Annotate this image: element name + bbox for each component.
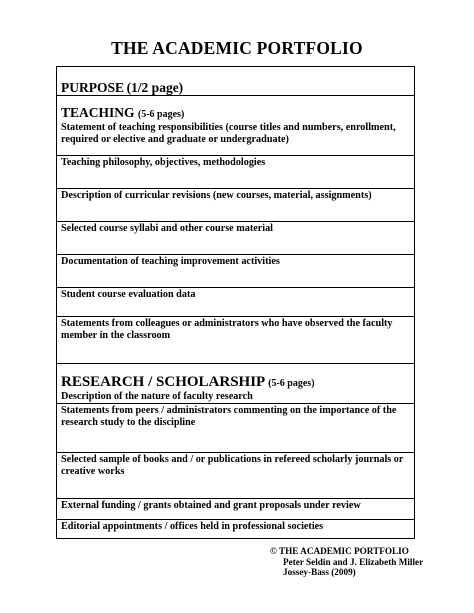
research-row-5 xyxy=(57,520,414,538)
research-row-1 xyxy=(57,364,414,404)
teaching-item: Teaching philosophy, objectives, methodologies xyxy=(61,157,266,168)
teaching-item: Statements from colleagues or administrators who have observed the faculty member in the classroom xyxy=(61,318,393,341)
research-header xyxy=(61,375,410,391)
copyright-credit xyxy=(270,546,423,578)
credit-line-2: Peter Seldin and J. Elizabeth Miller xyxy=(283,556,424,567)
research-row-2 xyxy=(57,404,414,453)
research-item: External funding / grants obtained and grant proposals under review xyxy=(61,500,361,511)
research-item: Description of the nature of faculty research xyxy=(61,391,253,402)
teaching-row-3 xyxy=(57,189,414,222)
page-title: THE ACADEMIC PORTFOLIO xyxy=(111,38,363,58)
purpose-heading: PURPOSE xyxy=(61,80,125,95)
teaching-item: Statement of teaching responsibilities (course titles and numbers, enrollment, required or elective and graduate or undergraduate) xyxy=(61,122,396,145)
teaching-item: Description of curricular revisions (new courses, material, assignments) xyxy=(61,190,372,201)
teaching-item: Selected course syllabi and other course material xyxy=(61,223,274,234)
research-row-4 xyxy=(57,499,414,520)
purpose-row xyxy=(57,67,414,96)
teaching-row-4 xyxy=(57,222,414,255)
teaching-header xyxy=(61,105,410,122)
credit-line-3: Jossey-Bass (2009) xyxy=(283,567,356,578)
teaching-row-1 xyxy=(57,96,414,156)
teaching-row-2 xyxy=(57,156,414,189)
research-note: (5-6 pages) xyxy=(268,378,315,389)
teaching-item: Documentation of teaching improvement activities xyxy=(61,256,280,267)
teaching-row-7 xyxy=(57,317,414,364)
teaching-note: (5-6 pages) xyxy=(137,109,185,120)
credit-line-1: © THE ACADEMIC PORTFOLIO xyxy=(270,546,409,556)
teaching-heading: TEACHING xyxy=(61,105,135,120)
portfolio-table xyxy=(56,66,415,539)
teaching-row-6 xyxy=(57,288,414,317)
purpose-note: (1/2 page) xyxy=(126,80,184,95)
teaching-item: Student course evaluation data xyxy=(61,289,196,300)
research-item: Selected sample of books and / or publications in refereed scholarly journals or creative works xyxy=(61,454,404,477)
research-heading: RESEARCH / SCHOLARSHIP xyxy=(61,374,265,390)
research-item: Statements from peers / administrators commenting on the importance of the research study to the discipline xyxy=(61,405,397,428)
research-row-3 xyxy=(57,453,414,499)
research-item: Editorial appointments / offices held in professional societies xyxy=(61,521,324,532)
teaching-row-5 xyxy=(57,255,414,288)
